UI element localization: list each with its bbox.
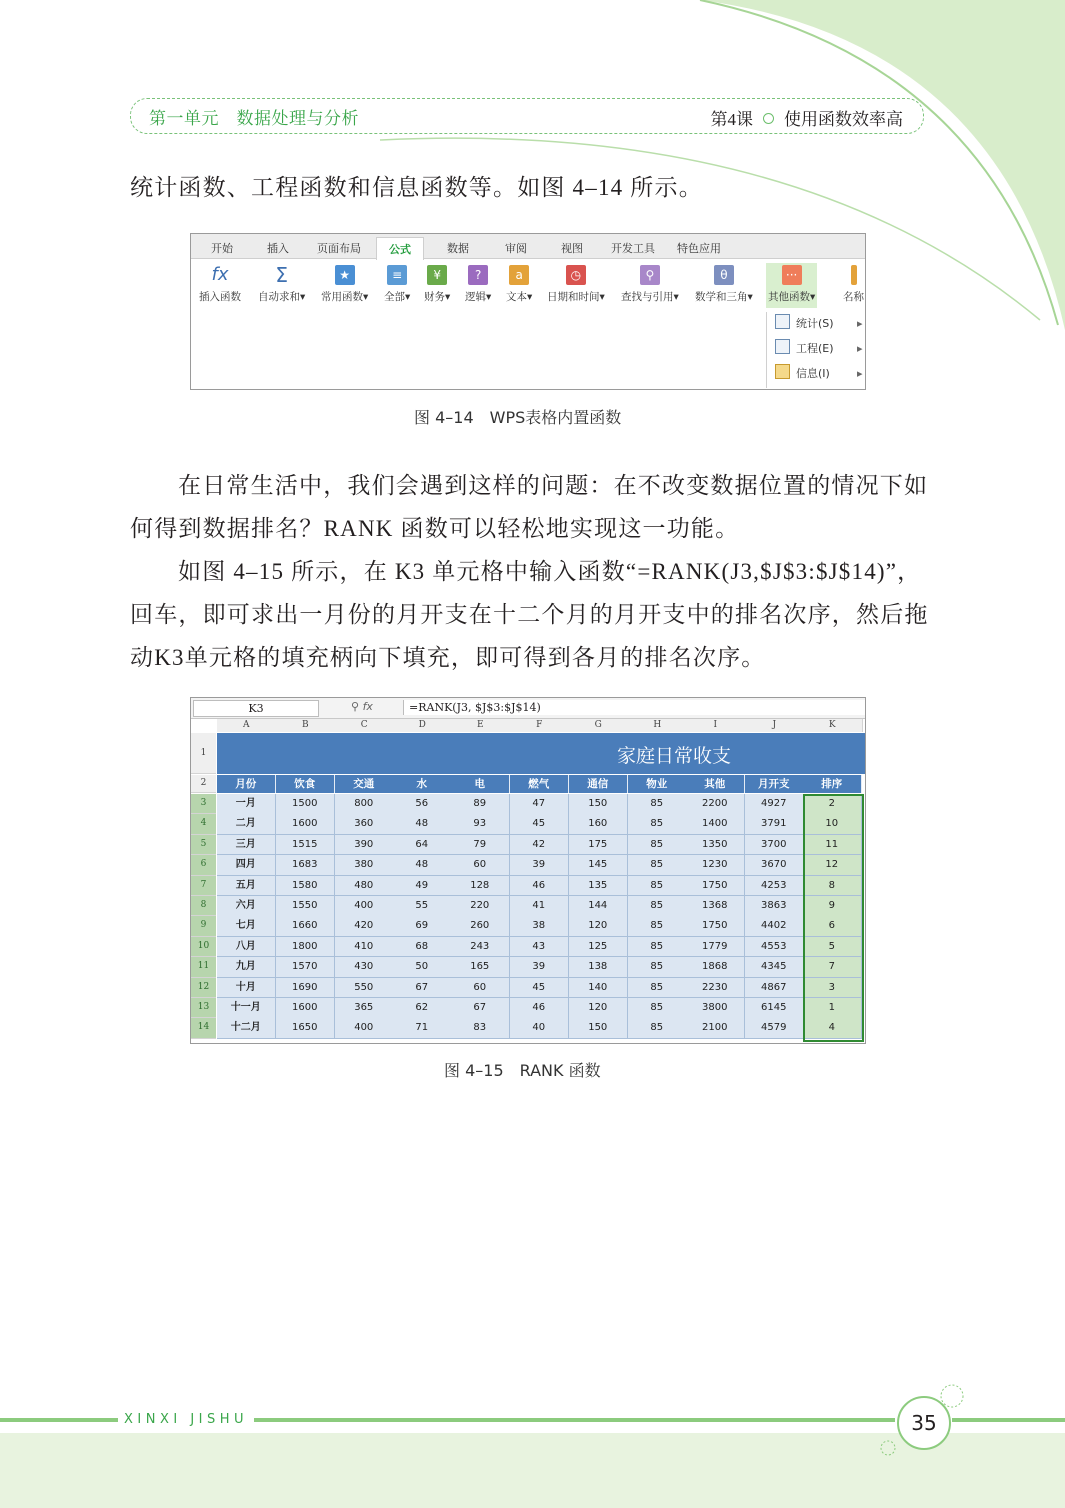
name-button[interactable]: 名称: [843, 263, 864, 304]
table-cell[interactable]: 1750: [686, 876, 745, 897]
table-cell[interactable]: 140: [569, 978, 628, 999]
tab-home[interactable]: 开始: [211, 242, 233, 255]
table-cell[interactable]: 45: [510, 978, 569, 999]
table-cell[interactable]: 七月: [217, 916, 276, 937]
table-cell[interactable]: 1690: [276, 978, 335, 999]
more-icon: ···: [782, 265, 802, 285]
common-functions-button[interactable]: ★ 常用函数▾: [321, 263, 368, 304]
table-cell[interactable]: 50: [393, 957, 452, 978]
ribbon-tools: [191, 259, 865, 311]
table-cell[interactable]: 八月: [217, 937, 276, 958]
other-functions-button[interactable]: ··· 其他函数▾: [766, 263, 817, 308]
table-cell[interactable]: 3863: [745, 896, 804, 917]
tab-page-layout[interactable]: 页面布局: [317, 242, 361, 255]
table-cell[interactable]: 79: [451, 835, 510, 856]
header-cell[interactable]: 其他: [686, 775, 745, 793]
rank-spreadsheet-figure: [190, 697, 866, 1044]
table-cell[interactable]: 3670: [745, 855, 804, 876]
table-cell[interactable]: 42: [510, 835, 569, 856]
name-box[interactable]: K3: [193, 700, 319, 717]
table-cell[interactable]: 十一月: [217, 998, 276, 1019]
table-cell[interactable]: 4345: [745, 957, 804, 978]
table-cell[interactable]: 67: [451, 998, 510, 1019]
header-cell[interactable]: 月开支: [745, 775, 804, 793]
statistics-icon: [775, 314, 790, 329]
table-cell[interactable]: 49: [393, 876, 452, 897]
table-cell[interactable]: 69: [393, 916, 452, 937]
table-cell[interactable]: 85: [628, 937, 687, 958]
column-header-h[interactable]: H: [628, 719, 688, 732]
table-cell[interactable]: 39: [510, 957, 569, 978]
table-cell[interactable]: 九月: [217, 957, 276, 978]
rank-cell[interactable]: 5: [803, 937, 862, 958]
table-cell[interactable]: 40: [510, 1018, 569, 1039]
circle-icon: [763, 113, 774, 124]
table-cell[interactable]: 1600: [276, 998, 335, 1019]
table-cell[interactable]: 二月: [217, 814, 276, 835]
table-cell[interactable]: 85: [628, 814, 687, 835]
table-cell[interactable]: 64: [393, 835, 452, 856]
row-header-13[interactable]: 13: [191, 998, 216, 1018]
table-cell[interactable]: 2200: [686, 794, 745, 815]
table-cell[interactable]: 46: [510, 998, 569, 1019]
table-cell[interactable]: 1868: [686, 957, 745, 978]
paragraph-1: 在日常生活中，我们会遇到这样的问题：在不改变数据位置的情况下如何得到数据排名？RANK 函数可以轻松地实现这一功能。: [130, 473, 929, 541]
table-cell[interactable]: 39: [510, 855, 569, 876]
table-cell[interactable]: 1580: [276, 876, 335, 897]
table-cell[interactable]: 56: [393, 794, 452, 815]
chevron-right-icon: ▸: [857, 342, 863, 355]
lookup-icon: ⚲: [640, 265, 660, 285]
row-header-11[interactable]: 11: [191, 957, 216, 977]
table-cell[interactable]: 十二月: [217, 1018, 276, 1039]
table-cell[interactable]: 120: [569, 998, 628, 1019]
row-header-1[interactable]: 1: [191, 733, 216, 774]
intro-text: 统计函数、工程函数和信息函数等。如图 4–14 所示。: [130, 175, 703, 200]
row-header-10[interactable]: 10: [191, 937, 216, 957]
financial-button[interactable]: ¥ 财务▾: [424, 263, 450, 304]
table-cell[interactable]: 420: [335, 916, 394, 937]
table-cell[interactable]: 85: [628, 835, 687, 856]
table-cell[interactable]: 138: [569, 957, 628, 978]
table-cell[interactable]: 3700: [745, 835, 804, 856]
table-cell[interactable]: 85: [628, 876, 687, 897]
table-cell[interactable]: 1350: [686, 835, 745, 856]
tab-insert[interactable]: 插入: [267, 242, 289, 255]
table-cell[interactable]: 260: [451, 916, 510, 937]
table-cell[interactable]: 125: [569, 937, 628, 958]
table-cell[interactable]: 85: [628, 896, 687, 917]
page-header: [130, 98, 924, 134]
table-cell[interactable]: 41: [510, 896, 569, 917]
table-cell[interactable]: 38: [510, 916, 569, 937]
table-cell[interactable]: 85: [628, 998, 687, 1019]
table-cell[interactable]: 150: [569, 1018, 628, 1039]
table-cell[interactable]: 3791: [745, 814, 804, 835]
table-cell[interactable]: 48: [393, 814, 452, 835]
table-cell[interactable]: 85: [628, 1018, 687, 1039]
lesson-name: 使用函数效率高: [784, 110, 903, 129]
table-cell[interactable]: 47: [510, 794, 569, 815]
column-header-c[interactable]: C: [335, 719, 395, 732]
table-cell[interactable]: 360: [335, 814, 394, 835]
header-cell[interactable]: 电: [451, 775, 510, 793]
table-cell[interactable]: 4867: [745, 978, 804, 999]
table-cell[interactable]: 145: [569, 855, 628, 876]
table-cell[interactable]: 2100: [686, 1018, 745, 1039]
table-cell[interactable]: 55: [393, 896, 452, 917]
paragraph-2: 如图 4–15 所示，在 K3 单元格中输入函数“=RANK(J3,$J$3:$J$14)”，回车，即可求出一月份的月开支在十二个月的月开支中的排名次序，然后拖动K3单元格的填充柄向下填充，即可得到各月的排名次序。: [130, 559, 929, 670]
table-cell[interactable]: 62: [393, 998, 452, 1019]
unit-title: 第一单元 数据处理与分析: [149, 109, 359, 129]
tab-review[interactable]: 审阅: [505, 242, 527, 255]
table-cell[interactable]: 410: [335, 937, 394, 958]
footer-text: XINXI JISHU: [118, 1412, 254, 1427]
header-cell[interactable]: 排序: [803, 775, 862, 793]
rank-cell[interactable]: 6: [803, 916, 862, 937]
row-header-6[interactable]: 6: [191, 855, 216, 875]
table-cell[interactable]: 68: [393, 937, 452, 958]
table-cell[interactable]: 160: [569, 814, 628, 835]
column-header-e[interactable]: E: [451, 719, 511, 732]
table-cell[interactable]: 85: [628, 916, 687, 937]
table-cell[interactable]: 220: [451, 896, 510, 917]
table-cell[interactable]: 1779: [686, 937, 745, 958]
table-cell[interactable]: 85: [628, 794, 687, 815]
table-cell[interactable]: 67: [393, 978, 452, 999]
table-cell[interactable]: 60: [451, 978, 510, 999]
rank-cell[interactable]: 3: [803, 978, 862, 999]
tab-special[interactable]: 特色应用: [677, 242, 721, 255]
fx-icon: fx: [211, 264, 229, 285]
formula-input[interactable]: =RANK(J3, $J$3:$J$14): [403, 700, 866, 715]
column-header-d[interactable]: D: [393, 719, 453, 732]
rank-cell[interactable]: 12: [803, 855, 862, 876]
row-header-9[interactable]: 9: [191, 916, 216, 936]
menu-item-engineering[interactable]: 工程(E) ▸: [775, 339, 834, 359]
table-cell[interactable]: 1570: [276, 957, 335, 978]
finance-icon: ¥: [427, 265, 447, 285]
table-cell[interactable]: 五月: [217, 876, 276, 897]
tab-data[interactable]: 数据: [447, 242, 469, 255]
table-cell[interactable]: 43: [510, 937, 569, 958]
table-cell[interactable]: 390: [335, 835, 394, 856]
table-cell[interactable]: 550: [335, 978, 394, 999]
rank-cell[interactable]: 10: [803, 814, 862, 835]
rank-cell[interactable]: 11: [803, 835, 862, 856]
table-cell[interactable]: 60: [451, 855, 510, 876]
table-cell[interactable]: 430: [335, 957, 394, 978]
lookup-button[interactable]: ⚲ 查找与引用▾: [621, 263, 679, 304]
datetime-button[interactable]: ◷ 日期和时间▾: [547, 263, 605, 304]
column-header-a[interactable]: A: [217, 719, 277, 732]
question-icon: ?: [468, 265, 488, 285]
table-cell[interactable]: 1500: [276, 794, 335, 815]
table-cell[interactable]: 85: [628, 978, 687, 999]
column-header-b[interactable]: B: [276, 719, 336, 732]
engineering-icon: [775, 339, 790, 354]
table-cell[interactable]: 2230: [686, 978, 745, 999]
table-cell[interactable]: 4579: [745, 1018, 804, 1039]
all-functions-button[interactable]: ≡ 全部▾: [384, 263, 410, 304]
table-cell[interactable]: 1230: [686, 855, 745, 876]
table-cell[interactable]: 150: [569, 794, 628, 815]
table-cell[interactable]: 4553: [745, 937, 804, 958]
row-header-7[interactable]: 7: [191, 876, 216, 896]
table-cell[interactable]: 1515: [276, 835, 335, 856]
table-cell[interactable]: 1800: [276, 937, 335, 958]
other-functions-menu: [766, 312, 865, 388]
row-header-5[interactable]: 5: [191, 835, 216, 855]
figure-caption-2: 图 4–15 RANK 函数: [444, 1061, 601, 1080]
text-button[interactable]: a 文本▾: [506, 263, 532, 304]
table-cell[interactable]: 93: [451, 814, 510, 835]
information-icon: [775, 364, 790, 379]
table-cell[interactable]: 一月: [217, 794, 276, 815]
table-cell[interactable]: 1660: [276, 916, 335, 937]
tab-developer[interactable]: 开发工具: [611, 242, 655, 255]
formula-bar: [191, 698, 865, 719]
math-trig-button[interactable]: θ 数学和三角▾: [695, 263, 753, 304]
table-cell[interactable]: 480: [335, 876, 394, 897]
table-title: 家庭日常收支: [217, 733, 865, 774]
logical-button[interactable]: ? 逻辑▾: [465, 263, 491, 304]
column-header-i[interactable]: I: [686, 719, 746, 732]
table-cell[interactable]: 1368: [686, 896, 745, 917]
table-cell[interactable]: 四月: [217, 855, 276, 876]
sigma-icon: Σ: [275, 263, 288, 287]
lesson-title: [711, 105, 904, 130]
table-cell[interactable]: 380: [335, 855, 394, 876]
table-cell[interactable]: 1650: [276, 1018, 335, 1039]
table-cell[interactable]: 45: [510, 814, 569, 835]
table-cell[interactable]: 4402: [745, 916, 804, 937]
list-icon: ≡: [387, 265, 407, 285]
row-header-2[interactable]: 2: [191, 775, 216, 793]
table-cell[interactable]: 128: [451, 876, 510, 897]
column-header-f[interactable]: F: [510, 719, 570, 732]
clock-icon: ◷: [566, 265, 586, 285]
table-cell[interactable]: 4927: [745, 794, 804, 815]
header-cell[interactable]: 饮食: [276, 775, 335, 793]
lesson-number: 第4课: [710, 110, 753, 129]
table-cell[interactable]: 144: [569, 896, 628, 917]
table-cell[interactable]: 71: [393, 1018, 452, 1039]
rank-cell[interactable]: 8: [803, 876, 862, 897]
table-cell[interactable]: 46: [510, 876, 569, 897]
header-cell[interactable]: 通信: [569, 775, 628, 793]
wps-ribbon-figure: [190, 233, 866, 390]
table-cell[interactable]: 十月: [217, 978, 276, 999]
row-header-12[interactable]: 12: [191, 978, 216, 998]
table-cell[interactable]: 135: [569, 876, 628, 897]
row-header-3[interactable]: 3: [191, 794, 216, 814]
name-icon: [851, 265, 857, 285]
row-header-8[interactable]: 8: [191, 896, 216, 916]
table-cell[interactable]: 89: [451, 794, 510, 815]
table-cell[interactable]: 1750: [686, 916, 745, 937]
column-header-g[interactable]: G: [569, 719, 629, 732]
insert-function-button[interactable]: fx 插入函数: [199, 264, 241, 303]
rank-cell[interactable]: 4: [803, 1018, 862, 1039]
table-cell[interactable]: 400: [335, 1018, 394, 1039]
rank-cell[interactable]: 9: [803, 896, 862, 917]
table-cell[interactable]: 1683: [276, 855, 335, 876]
table-cell[interactable]: 1550: [276, 896, 335, 917]
table-cell[interactable]: 1600: [276, 814, 335, 835]
table-cell[interactable]: 1400: [686, 814, 745, 835]
table-cell[interactable]: 48: [393, 855, 452, 876]
menu-item-statistics[interactable]: 统计(S) ▸: [775, 314, 834, 334]
table-cell[interactable]: 365: [335, 998, 394, 1019]
page-number: 35: [897, 1396, 951, 1450]
row-header-4[interactable]: 4: [191, 814, 216, 834]
table-cell[interactable]: 六月: [217, 896, 276, 917]
header-cell[interactable]: 水: [393, 775, 452, 793]
chevron-right-icon: ▸: [857, 367, 863, 380]
table-cell[interactable]: 83: [451, 1018, 510, 1039]
table-cell[interactable]: 165: [451, 957, 510, 978]
header-cell[interactable]: 物业: [628, 775, 687, 793]
header-cell[interactable]: 燃气: [510, 775, 569, 793]
header-cell[interactable]: 交通: [335, 775, 394, 793]
table-cell[interactable]: 85: [628, 855, 687, 876]
ribbon-tabs: [191, 234, 865, 259]
theta-icon: θ: [714, 265, 734, 285]
table-cell[interactable]: 175: [569, 835, 628, 856]
tab-view[interactable]: 视图: [561, 242, 583, 255]
table-cell[interactable]: 400: [335, 896, 394, 917]
text-a-icon: a: [509, 265, 529, 285]
menu-item-information[interactable]: 信息(I) ▸: [775, 364, 830, 384]
autosum-button[interactable]: Σ 自动求和▾: [258, 263, 306, 303]
row-header-14[interactable]: 14: [191, 1018, 216, 1038]
table-cell[interactable]: 800: [335, 794, 394, 815]
rank-cell[interactable]: 1: [803, 998, 862, 1019]
rank-cell[interactable]: 7: [803, 957, 862, 978]
table-cell[interactable]: 243: [451, 937, 510, 958]
rank-cell[interactable]: 2: [803, 794, 862, 815]
column-header-k[interactable]: K: [803, 719, 863, 732]
bubble-decoration: [880, 1380, 970, 1460]
table-cell[interactable]: 6145: [745, 998, 804, 1019]
star-icon: ★: [335, 265, 355, 285]
table-cell[interactable]: 85: [628, 957, 687, 978]
table-cell[interactable]: 120: [569, 916, 628, 937]
tab-formula[interactable]: 公式: [376, 237, 424, 260]
table-cell[interactable]: 三月: [217, 835, 276, 856]
figure-caption-1: 图 4–14 WPS表格内置函数: [414, 408, 622, 427]
fx-icon[interactable]: ⚲ fx: [351, 700, 373, 713]
header-cell[interactable]: 月份: [217, 775, 276, 793]
table-cell[interactable]: 3800: [686, 998, 745, 1019]
table-cell[interactable]: 4253: [745, 876, 804, 897]
chevron-right-icon: ▸: [857, 317, 863, 330]
column-header-j[interactable]: J: [745, 719, 805, 732]
